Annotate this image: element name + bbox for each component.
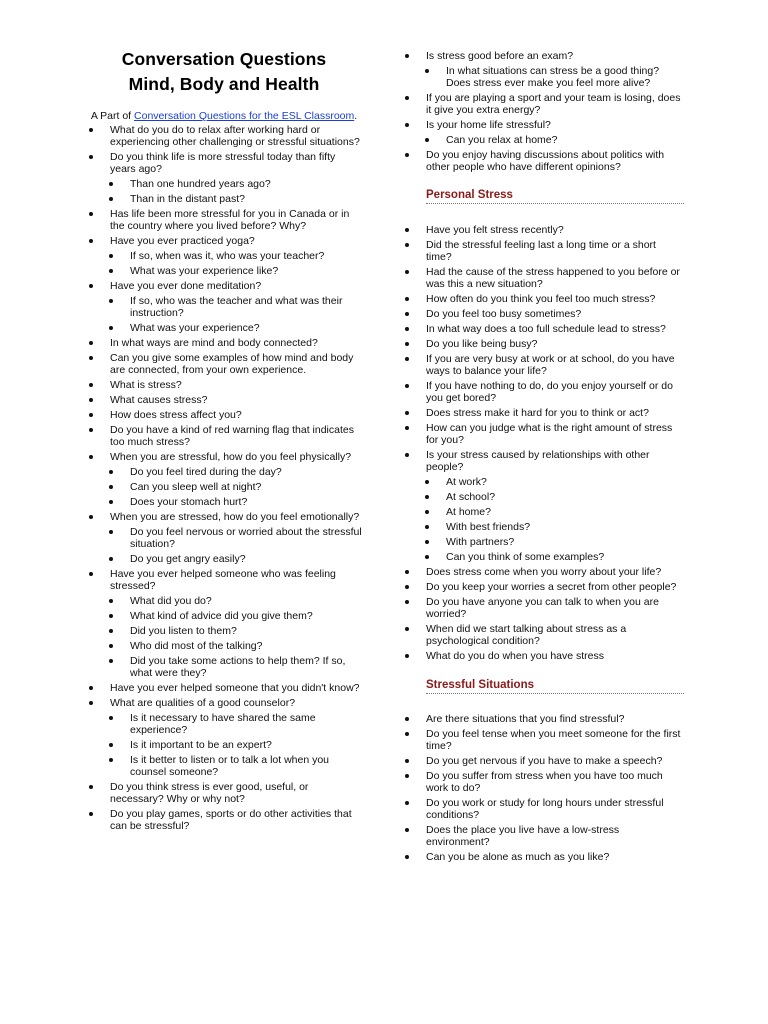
bullet-icon	[109, 599, 113, 603]
question-text: In what ways are mind and body connected?	[110, 337, 318, 349]
question-list-stressful-situations	[402, 713, 684, 863]
sub-question-item	[402, 506, 684, 518]
question-text: Have you ever done meditation?	[110, 280, 262, 292]
question-text: What do you do to relax after working hard or experiencing other challenging or stressful situations?	[110, 124, 360, 148]
question-text: How often do you think you feel too much stress?	[426, 293, 656, 305]
question-text: Do you get angry easily?	[130, 553, 246, 565]
bullet-icon	[89, 155, 93, 159]
bullet-icon	[109, 254, 113, 258]
question-item	[402, 713, 684, 725]
question-item	[402, 449, 684, 473]
question-text: With best friends?	[446, 521, 531, 533]
sub-question-item	[86, 250, 362, 262]
bullet-icon	[405, 312, 409, 316]
question-text: Do you feel too busy sometimes?	[426, 308, 582, 320]
sub-question-item	[402, 65, 684, 89]
question-item	[402, 596, 684, 620]
bullet-icon	[405, 759, 409, 763]
question-text: Are there situations that you find stressful?	[426, 713, 625, 725]
question-text: If you have nothing to do, do you enjoy yourself or do you get bored?	[426, 380, 673, 404]
question-list-right-top	[402, 50, 684, 173]
question-text: Do you feel nervous or worried about the stressful situation?	[130, 526, 362, 550]
bullet-icon	[89, 128, 93, 132]
question-text: Do you work or study for long hours under stressful conditions?	[426, 797, 664, 821]
sub-question-item	[86, 295, 362, 319]
question-text: What is stress?	[110, 379, 182, 391]
question-text: What was your experience?	[130, 322, 260, 334]
intro-prefix: A Part of	[90, 110, 135, 122]
sub-question-item	[86, 640, 362, 652]
bullet-icon	[89, 686, 93, 690]
question-item	[86, 568, 362, 592]
question-text: When did we start talking about stress as a psychological condition?	[426, 623, 627, 647]
question-text: If you are playing a sport and your team is losing, does it give you extra energy?	[426, 92, 681, 116]
bullet-icon	[109, 644, 113, 648]
question-text: With partners?	[446, 536, 515, 548]
question-text: Than one hundred years ago?	[130, 178, 271, 190]
question-text: Do you enjoy having discussions about politics with other people who have different opinions?	[426, 149, 665, 173]
sub-question-item	[86, 625, 362, 637]
question-item	[402, 851, 684, 863]
sub-question-item	[86, 466, 362, 478]
bullet-icon	[109, 557, 113, 561]
bullet-icon	[425, 525, 429, 529]
question-text: Than in the distant past?	[130, 193, 245, 205]
bullet-icon	[109, 326, 113, 330]
sub-question-item	[86, 265, 362, 277]
bullet-icon	[405, 411, 409, 415]
question-item	[402, 380, 684, 404]
sub-question-item	[86, 481, 362, 493]
question-item	[402, 407, 684, 419]
section-heading-stressful-situations: Stressful Situations	[426, 679, 684, 694]
question-text: Do you like being busy?	[426, 338, 538, 350]
question-item	[86, 409, 362, 421]
question-item	[402, 239, 684, 263]
bullet-icon	[109, 269, 113, 273]
bullet-icon	[89, 428, 93, 432]
bullet-icon	[89, 515, 93, 519]
question-item	[402, 323, 684, 335]
bullet-icon	[405, 123, 409, 127]
question-text: Do you have a kind of red warning flag that indicates too much stress?	[110, 424, 354, 448]
bullet-icon	[109, 659, 113, 663]
question-item	[86, 208, 362, 232]
sub-question-item	[86, 655, 362, 679]
left-column	[86, 0, 362, 835]
sub-question-item	[86, 595, 362, 607]
bullet-icon	[405, 96, 409, 100]
question-text: In what way does a too full schedule lead to stress?	[426, 323, 666, 335]
sub-question-item	[402, 536, 684, 548]
question-item	[402, 293, 684, 305]
question-item	[86, 424, 362, 448]
question-item	[86, 124, 362, 148]
question-item	[86, 151, 362, 175]
question-item	[86, 280, 362, 292]
question-item	[86, 379, 362, 391]
bullet-icon	[89, 572, 93, 576]
question-text: Do you think stress is ever good, useful, or necessary? Why or why not?	[110, 781, 309, 805]
bullet-icon	[425, 540, 429, 544]
bullet-icon	[89, 785, 93, 789]
sub-question-item	[86, 754, 362, 778]
bullet-icon	[405, 855, 409, 859]
bullet-icon	[109, 629, 113, 633]
bullet-icon	[109, 530, 113, 534]
question-text: Does your stomach hurt?	[130, 496, 248, 508]
question-text: Can you think of some examples?	[446, 551, 605, 563]
bullet-icon	[89, 341, 93, 345]
question-text: When you are stressed, how do you feel emotionally?	[110, 511, 360, 523]
question-item	[86, 235, 362, 247]
bullet-icon	[109, 485, 113, 489]
bullet-icon	[109, 299, 113, 303]
question-text: Can you give some examples of how mind and body are connected, from your own experience.	[110, 352, 354, 376]
bullet-icon	[405, 732, 409, 736]
sub-question-item	[86, 712, 362, 736]
question-text: How does stress affect you?	[110, 409, 242, 421]
sub-question-item	[86, 739, 362, 751]
question-text: If so, who was the teacher and what was their instruction?	[130, 295, 343, 319]
title-line-1: Conversation Questions	[121, 49, 327, 69]
bullet-icon	[425, 495, 429, 499]
question-list-personal-stress	[402, 224, 684, 662]
question-text: What causes stress?	[110, 394, 208, 406]
question-text: What are qualities of a good counselor?	[110, 697, 296, 709]
question-text: Did you take some actions to help them? If so, what were they?	[130, 655, 346, 679]
question-item	[402, 119, 684, 131]
section-personal-stress	[426, 189, 684, 204]
bullet-icon	[89, 413, 93, 417]
bullet-icon	[405, 426, 409, 430]
bullet-icon	[89, 455, 93, 459]
bullet-icon	[425, 555, 429, 559]
sub-question-item	[402, 521, 684, 533]
question-text: Did the stressful feeling last a long time or a short time?	[426, 239, 656, 263]
question-text: Do you play games, sports or do other activities that can be stressful?	[110, 808, 352, 832]
sub-question-item	[402, 476, 684, 488]
bullet-icon	[405, 384, 409, 388]
sub-question-item	[86, 322, 362, 334]
question-item	[402, 338, 684, 350]
question-item	[402, 92, 684, 116]
question-text: At work?	[446, 476, 487, 488]
question-item	[86, 511, 362, 523]
bullet-icon	[405, 327, 409, 331]
question-text: What kind of advice did you give them?	[130, 610, 313, 622]
question-text: Can you sleep well at night?	[130, 481, 262, 493]
bullet-icon	[425, 138, 429, 142]
sub-question-item	[86, 610, 362, 622]
question-text: Have you felt stress recently?	[426, 224, 564, 236]
bullet-icon	[89, 701, 93, 705]
question-text: Did you listen to them?	[130, 625, 237, 637]
bullet-icon	[109, 500, 113, 504]
bullet-icon	[109, 758, 113, 762]
question-item	[86, 352, 362, 376]
bullet-icon	[109, 614, 113, 618]
bullet-icon	[425, 510, 429, 514]
question-item	[402, 824, 684, 848]
question-text: Is it important to be an expert?	[130, 739, 272, 751]
page-title	[86, 47, 362, 97]
bullet-icon	[405, 828, 409, 832]
question-item	[402, 728, 684, 752]
sub-question-item	[402, 491, 684, 503]
sub-question-item	[86, 496, 362, 508]
bullet-icon	[89, 383, 93, 387]
bullet-icon	[405, 600, 409, 604]
sub-question-item	[402, 134, 684, 146]
bullet-icon	[109, 716, 113, 720]
question-text: Had the cause of the stress happened to you before or was this a new situation?	[426, 266, 680, 290]
question-item	[86, 394, 362, 406]
intro-suffix: .	[354, 110, 358, 122]
question-text: Do you suffer from stress when you have too much work to do?	[426, 770, 663, 794]
bullet-icon	[109, 182, 113, 186]
bullet-icon	[109, 470, 113, 474]
question-item	[402, 353, 684, 377]
bullet-icon	[405, 342, 409, 346]
question-item	[402, 755, 684, 767]
question-text: Is it necessary to have shared the same experience?	[130, 712, 316, 736]
question-text: If so, when was it, who was your teacher?	[130, 250, 325, 262]
bullet-icon	[405, 270, 409, 274]
section-stressful-situations	[426, 679, 684, 694]
bullet-icon	[405, 297, 409, 301]
question-item	[86, 682, 362, 694]
question-text: What do you do when you have stress	[426, 650, 605, 662]
question-item	[402, 566, 684, 578]
question-item	[402, 581, 684, 593]
question-text: What was your experience like?	[130, 265, 279, 277]
question-item	[402, 650, 684, 662]
bullet-icon	[405, 228, 409, 232]
sub-question-item	[86, 178, 362, 190]
bullet-icon	[405, 585, 409, 589]
bullet-icon	[405, 774, 409, 778]
question-text: Is it better to listen or to talk a lot when you counsel someone?	[130, 754, 330, 778]
question-text: Do you feel tired during the day?	[130, 466, 282, 478]
question-text: How can you judge what is the right amount of stress for you?	[426, 422, 673, 446]
bullet-icon	[405, 654, 409, 658]
question-text: Can you relax at home?	[446, 134, 558, 146]
bullet-icon	[109, 743, 113, 747]
bullet-icon	[405, 243, 409, 247]
bullet-icon	[405, 357, 409, 361]
bullet-icon	[405, 627, 409, 631]
question-item	[86, 808, 362, 832]
question-item	[86, 697, 362, 709]
question-item	[402, 422, 684, 446]
question-text: In what situations can stress be a good thing? Does stress ever make you feel more alive?	[446, 65, 660, 89]
title-line-2: Mind, Body and Health	[128, 74, 320, 94]
question-item	[86, 781, 362, 805]
question-item	[402, 50, 684, 62]
question-item	[402, 266, 684, 290]
question-text: Do you think life is more stressful today than fifty years ago?	[110, 151, 336, 175]
question-item	[402, 224, 684, 236]
question-text: Do you get nervous if you have to make a speech?	[426, 755, 663, 767]
question-item	[402, 149, 684, 173]
bullet-icon	[89, 356, 93, 360]
bullet-icon	[89, 284, 93, 288]
bullet-icon	[425, 69, 429, 73]
question-text: Who did most of the talking?	[130, 640, 263, 652]
bullet-icon	[405, 570, 409, 574]
question-text: Can you be alone as much as you like?	[426, 851, 610, 863]
question-text: Have you ever helped someone who was feeling stressed?	[110, 568, 336, 592]
question-list-left	[86, 124, 362, 832]
question-item	[86, 451, 362, 463]
question-text: Does stress come when you worry about your life?	[426, 566, 662, 578]
bullet-icon	[405, 453, 409, 457]
bullet-icon	[405, 801, 409, 805]
sub-question-item	[86, 526, 362, 550]
bullet-icon	[109, 197, 113, 201]
sub-question-item	[86, 553, 362, 565]
question-item	[402, 308, 684, 320]
question-item	[86, 337, 362, 349]
question-text: Have you ever helped someone that you didn't know?	[110, 682, 360, 694]
bullet-icon	[405, 717, 409, 721]
question-text: At school?	[446, 491, 496, 503]
question-text: If you are very busy at work or at school, do you have ways to balance your life?	[426, 353, 675, 377]
bullet-icon	[89, 212, 93, 216]
question-text: When you are stressful, how do you feel physically?	[110, 451, 352, 463]
bullet-icon	[405, 54, 409, 58]
question-text: Is your home life stressful?	[426, 119, 551, 131]
question-item	[402, 623, 684, 647]
question-item	[402, 797, 684, 821]
question-text: Has life been more stressful for you in Canada or in the country where you lived before? Why?	[110, 208, 350, 232]
intro-text	[86, 110, 362, 122]
bullet-icon	[89, 239, 93, 243]
question-text: Do you keep your worries a secret from other people?	[426, 581, 677, 593]
bullet-icon	[89, 398, 93, 402]
section-heading-personal-stress: Personal Stress	[426, 189, 684, 204]
bullet-icon	[405, 153, 409, 157]
bullet-icon	[89, 812, 93, 816]
question-text: Have you ever practiced yoga?	[110, 235, 255, 247]
esl-classroom-link[interactable]: Conversation Questions for the ESL Classroom	[134, 110, 355, 122]
question-text: At home?	[446, 506, 491, 518]
question-text: Does the place you live have a low-stress environment?	[426, 824, 620, 848]
question-text: Do you feel tense when you meet someone for the first time?	[426, 728, 681, 752]
question-text: Do you have anyone you can talk to when you are worried?	[426, 596, 659, 620]
question-text: What did you do?	[130, 595, 212, 607]
sub-question-item	[86, 193, 362, 205]
question-text: Is stress good before an exam?	[426, 50, 574, 62]
sub-question-item	[402, 551, 684, 563]
question-text: Does stress make it hard for you to think or act?	[426, 407, 649, 419]
bullet-icon	[425, 480, 429, 484]
question-item	[402, 770, 684, 794]
question-text: Is your stress caused by relationships with other people?	[426, 449, 650, 473]
right-column	[402, 0, 684, 866]
